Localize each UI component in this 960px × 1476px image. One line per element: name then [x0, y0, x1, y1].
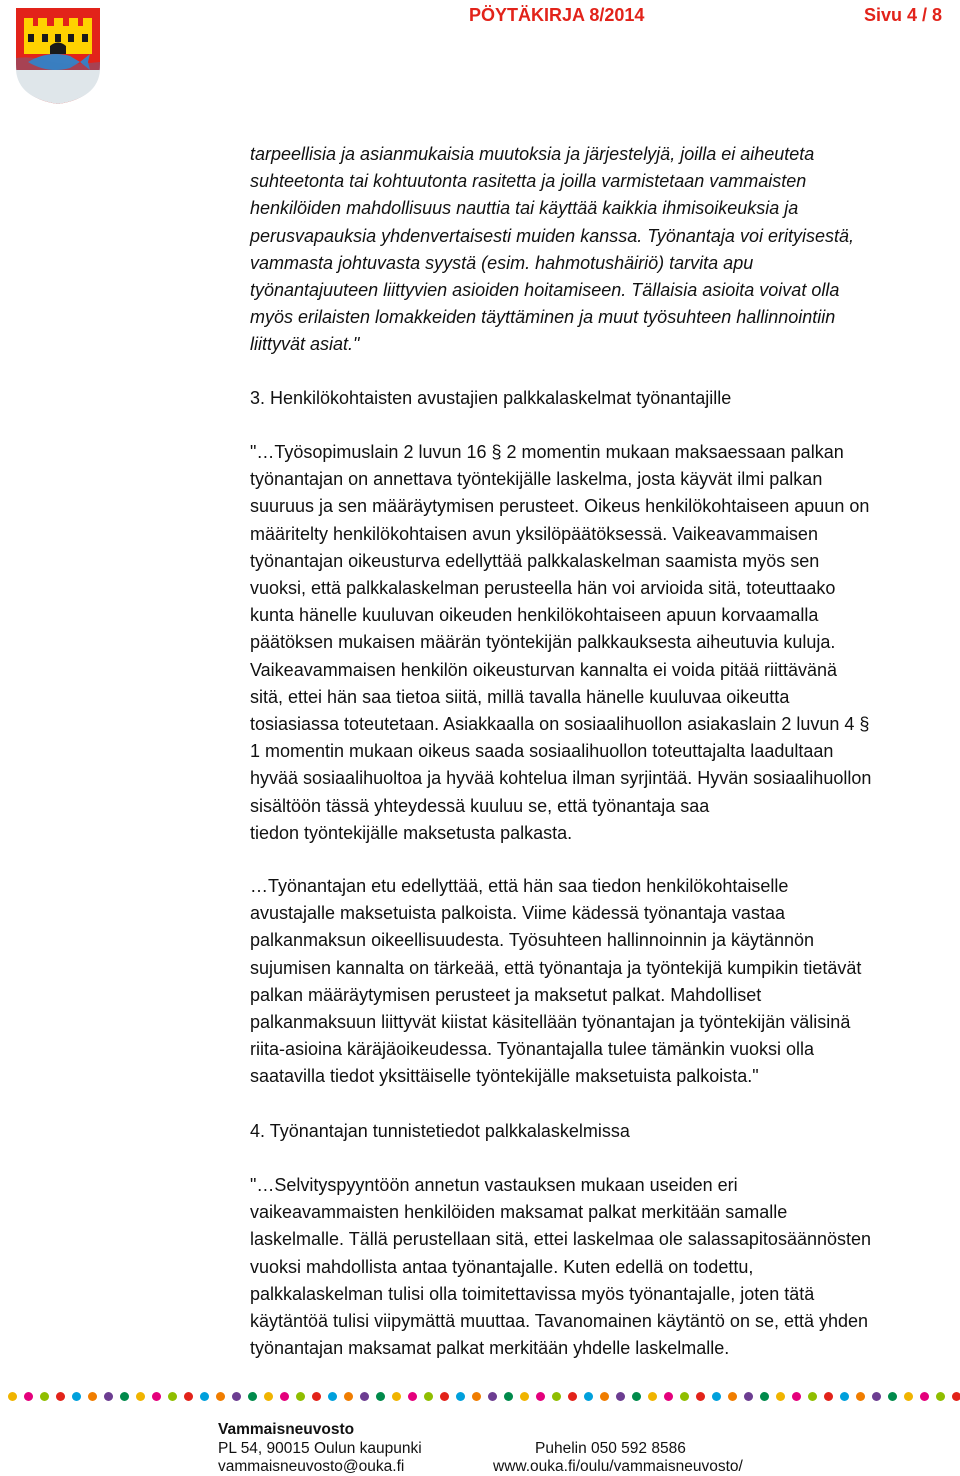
text-line: sitä, ettei hän saa tietoa siitä, millä tavalla hänelle kuuluvaa oikeutta [250, 686, 790, 707]
decorative-dot [360, 1392, 369, 1401]
decorative-dot [40, 1392, 49, 1401]
decorative-dot [808, 1392, 817, 1401]
text-line: henkilöiden mahdollisuus nauttia tai käyttää kaikkia ihmisoikeuksia ja [250, 198, 799, 219]
text-line: myös erilaisten lomakkeiden täyttäminen ja muut työsuhteen hallinnointiin [250, 307, 836, 328]
paragraph-4 [250, 873, 950, 1091]
decorative-dot [456, 1392, 465, 1401]
text-line: 3. Henkilökohtaisten avustajien palkkalaskelmat työnantajille [250, 388, 732, 408]
decorative-dot [408, 1392, 417, 1401]
decorative-dot [424, 1392, 433, 1401]
decorative-dot [72, 1392, 81, 1401]
decorative-dot [152, 1392, 161, 1401]
decorative-dot [56, 1392, 65, 1401]
text-line: tosiasiassa toteutetaan. Asiakkaalla on sosiaalihuollon asiakaslain 2 luvun 4 § [250, 714, 870, 735]
paragraph-5 [250, 1118, 950, 1145]
decorative-dot [232, 1392, 241, 1401]
footer-organization: Vammaisneuvosto [218, 1421, 355, 1438]
decorative-dot [328, 1392, 337, 1401]
decorative-dot [872, 1392, 881, 1401]
page-footer [218, 1420, 938, 1475]
decorative-dot [184, 1392, 193, 1401]
text-line: saatavilla tiedot yksittäiselle työntekijälle maksetuista palkoista." [250, 1066, 759, 1087]
decorative-dot [280, 1392, 289, 1401]
decorative-dot [760, 1392, 769, 1401]
text-line: tiedon työntekijälle maksetusta palkasta. [250, 822, 573, 843]
paragraph-6 [250, 1172, 950, 1362]
decorative-dot [392, 1392, 401, 1401]
text-line: työnantajuuteen liittyvien asioiden hoitamiseen. Tällaisia asioita voivat olla [250, 280, 840, 301]
decorative-dot [776, 1392, 785, 1401]
text-line: työnantajan maksamat palkat merkitään yhdelle laskelmalle. [250, 1338, 730, 1359]
footer-phone: Puhelin 050 592 8586 [535, 1440, 686, 1457]
decorative-dot [712, 1392, 721, 1401]
decorative-dot-band [0, 1389, 960, 1405]
decorative-dot [488, 1392, 497, 1401]
decorative-dot [312, 1392, 321, 1401]
footer-website-link[interactable]: www.ouka.fi/oulu/vammaisneuvosto/ [493, 1458, 743, 1475]
text-line: liittyvät asiat." [250, 334, 360, 355]
decorative-dot [632, 1392, 641, 1401]
text-line: "…Selvityspyyntöön annetun vastauksen mukaan useiden eri [250, 1175, 738, 1195]
text-line: perusvapauksia yhdenvertaisesti muiden kanssa. Työnantaja voi erityisestä, [250, 225, 854, 246]
decorative-dot [680, 1392, 689, 1401]
text-line: 1 momentin mukaan oikeus saada sosiaalihuollon toteuttajalta laadultaan [250, 741, 834, 762]
decorative-dot [744, 1392, 753, 1401]
text-line: päätöksen mukaisen määrän työntekijän palkkauksesta aiheutuvia kuluja. [250, 632, 836, 653]
decorative-dot [792, 1392, 801, 1401]
decorative-dot [376, 1392, 385, 1401]
decorative-dot [728, 1392, 737, 1401]
decorative-dot [296, 1392, 305, 1401]
footer-email: vammaisneuvosto@ouka.fi [218, 1458, 405, 1475]
text-line: riita-asioina käräjäoikeudessa. Työnantajalla tulee tämänkin vuoksi olla [250, 1039, 814, 1060]
decorative-dot [824, 1392, 833, 1401]
decorative-dot [216, 1392, 225, 1401]
text-line: suhteetonta tai kohtuutonta rasitetta ja joilla varmistetaan vammaisten [250, 171, 807, 192]
text-line: palkan määräytymisen perusteet ja maksetut palkat. Mahdolliset [250, 984, 762, 1005]
text-line: sujumisen kannalta on tärkeää, että työnantaja ja työntekijä kumpikin tietävät [250, 957, 862, 978]
text-line: tarpeellisia ja asianmukaisia muutoksia ja järjestelyjä, joilla ei aiheuteta [250, 144, 815, 164]
text-line: palkanmaksuun liittyvät kiistat käsitellään työnantajan ja työntekijän välisinä [250, 1012, 851, 1033]
decorative-dot [104, 1392, 113, 1401]
text-line: palkanmaksun oikeellisuudesta. Työsuhteen hallinnoinnin ja käytännön [250, 930, 815, 951]
text-line: 4. Työnantajan tunnistetiedot palkkalaskelmissa [250, 1121, 630, 1141]
decorative-dot [584, 1392, 593, 1401]
decorative-dot [504, 1392, 513, 1401]
text-line: suuruus ja sen määräytymisen perusteet. Oikeus henkilökohtaiseen apuun on [250, 496, 870, 517]
text-line: avustajalle maksetuista palkoista. Viime kädessä työnantaja vastaa [250, 903, 785, 924]
decorative-dot [536, 1392, 545, 1401]
page-number: Sivu 4 / 8 [863, 5, 942, 25]
text-line: vaikeavammaisten henkilöiden maksamat palkat merkitään samalle [250, 1202, 788, 1223]
decorative-dot [696, 1392, 705, 1401]
paragraph-2 [250, 385, 950, 412]
text-line: hyvää sosiaalihuoltoa ja hyvää kohtelua ilman syrjintää. Hyvän sosiaalihuollon [250, 768, 872, 789]
oulu-coat-of-arms-icon [14, 6, 102, 106]
text-line: kunta hänelle kuuluvan oikeuden henkilökohtaiseen apuun korvaamalla [250, 605, 819, 626]
decorative-dot [472, 1392, 481, 1401]
decorative-dot [120, 1392, 129, 1401]
paragraph-3 [250, 439, 950, 847]
decorative-dot [8, 1392, 17, 1401]
decorative-dot [920, 1392, 929, 1401]
text-line: palkkalaskelman tulisi olla toimitettavissa myös työnantajalle, joten tätä [250, 1283, 815, 1304]
text-line: "…Työsopimuslain 2 luvun 16 § 2 momentin mukaan maksaessaan palkan [250, 442, 844, 462]
decorative-dot [664, 1392, 673, 1401]
decorative-dot [24, 1392, 33, 1401]
decorative-dot [840, 1392, 849, 1401]
decorative-dot [200, 1392, 209, 1401]
decorative-dot [168, 1392, 177, 1401]
decorative-dot [552, 1392, 561, 1401]
decorative-dot [888, 1392, 897, 1401]
decorative-dot [648, 1392, 657, 1401]
text-line: vuoksi mahdollista antaa työnantajalle. Kuten edellä on todettu, [250, 1256, 754, 1277]
decorative-dot [344, 1392, 353, 1401]
decorative-dot [88, 1392, 97, 1401]
text-line: määritelty henkilökohtaisen avun yksilöpäätöksessä. Vaikeavammaisen [250, 523, 818, 544]
text-line: …Työnantajan etu edellyttää, että hän saa tiedon henkilökohtaiselle [250, 876, 789, 896]
decorative-dot [904, 1392, 913, 1401]
text-line: käytäntöä tulisi viipymättä muuttaa. Tavanomainen käytäntö on se, että yhden [250, 1311, 869, 1332]
text-line: vuoksi, että palkkalaskelman perusteella hän voi arvioida sitä, toteuttaako [250, 578, 836, 599]
decorative-dot [568, 1392, 577, 1401]
decorative-dot [520, 1392, 529, 1401]
decorative-dot [136, 1392, 145, 1401]
paragraph-1 [250, 141, 950, 359]
decorative-dot [952, 1392, 960, 1401]
text-line: vammasta johtuvasta syystä (esim. hahmotushäiriö) tarvita apu [250, 252, 754, 273]
text-line: sisältöön tässä yhteydessä kuuluu se, että työnantaja saa [250, 795, 710, 816]
document-title: PÖYTÄKIRJA 8/2014 [469, 5, 645, 25]
text-line: työnantajan on annettava työntekijälle laskelma, josta käyvät ilmi palkan [250, 469, 823, 490]
decorative-dot [600, 1392, 609, 1401]
decorative-dot [264, 1392, 273, 1401]
decorative-dot [936, 1392, 945, 1401]
text-line: Vaikeavammaisen henkilön oikeusturvan kannalta ei voida pitää riittävänä [250, 659, 838, 680]
decorative-dot [856, 1392, 865, 1401]
text-line: työnantajan oikeusturva edellyttää palkkalaskelman saamista myös sen [250, 550, 820, 571]
decorative-dot [440, 1392, 449, 1401]
footer-address: PL 54, 90015 Oulun kaupunki [218, 1440, 422, 1457]
decorative-dot [248, 1392, 257, 1401]
decorative-dot [616, 1392, 625, 1401]
text-line: laskelmalle. Tällä perustellaan sitä, ettei laskelmaa ole salassapitosäännösten [250, 1229, 872, 1250]
